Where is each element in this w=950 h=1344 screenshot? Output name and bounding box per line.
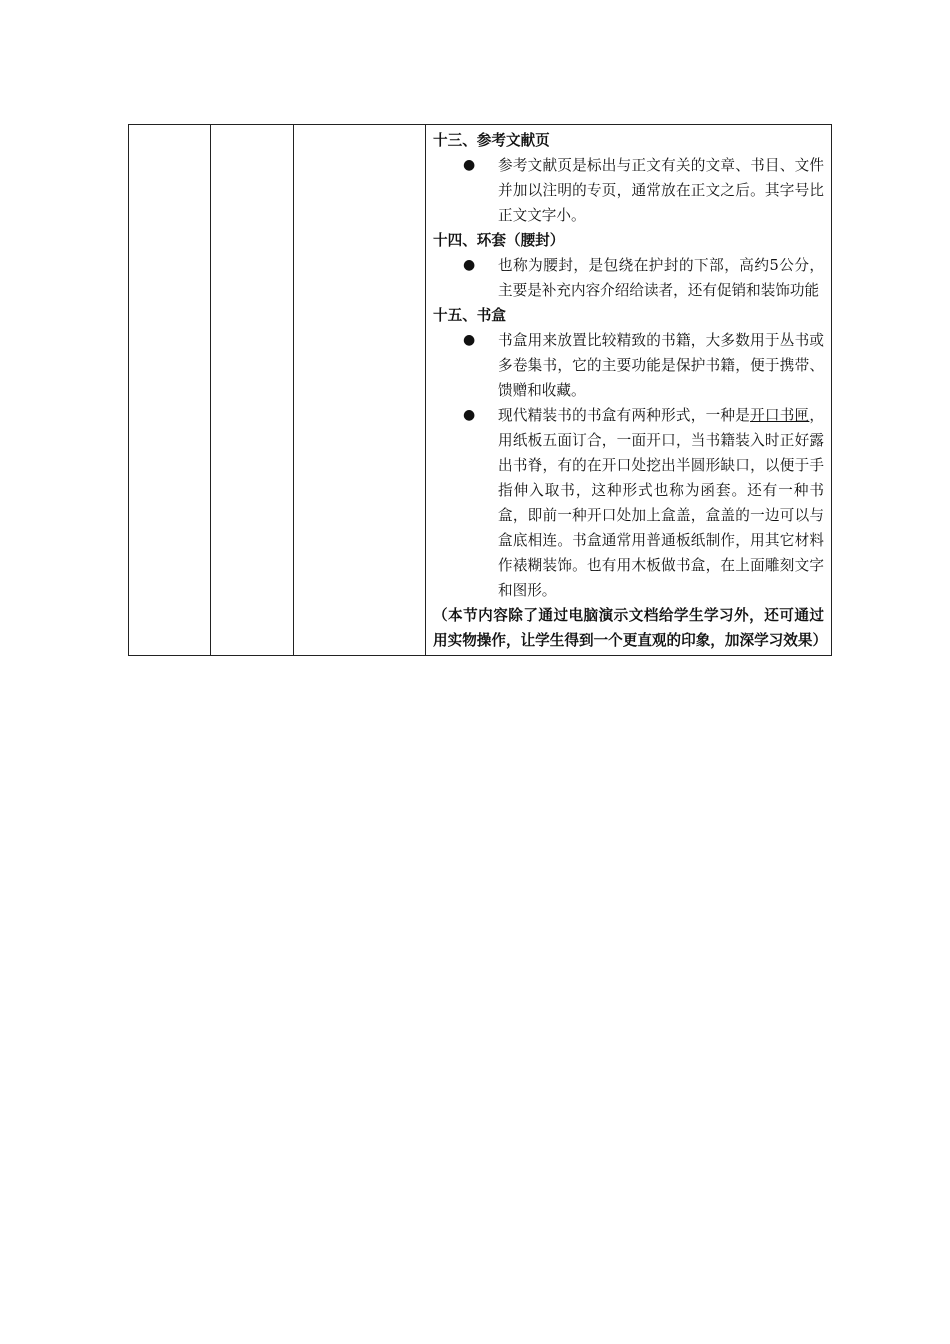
content-cell: [426, 125, 832, 656]
list-item: [433, 328, 824, 403]
bullet-icon: ●: [463, 157, 476, 173]
bullet-icon: ●: [463, 257, 476, 273]
list-item: [433, 253, 824, 303]
bullet-icon: ●: [463, 407, 476, 423]
bullet-list-book-box: [433, 328, 824, 603]
list-item: [433, 403, 824, 603]
empty-cell-1: [129, 125, 211, 656]
section-heading-belly-band: 十四、环套（腰封）: [433, 232, 565, 249]
section-heading-book-box: 十五、书盒: [433, 307, 506, 324]
section-heading-references: 十三、参考文献页: [433, 132, 550, 149]
bullet-list-references: [433, 153, 824, 228]
list-item-text-suffix: ，用纸板五面订合，一面开口，当书籍装入时正好露出书脊，有的在开口处挖出半圆形缺口，以便于手指伸入取书，这种形式也称为函套。还有一种书盒，即前一种开口处加上盒盖，盒盖的一边可以与盒底相连。书盒通常用普通板纸制作，用其它材料作裱糊装饰。也有用木板做书盒，在上面雕刻文字和图形。: [498, 407, 824, 599]
teaching-note: （本节内容除了通过电脑演示文档给学生学习外，还可通过用实物操作，让学生得到一个更直观的印象，加深学习效果）: [433, 607, 828, 649]
list-item-text: 参考文献页是标出与正文有关的文章、书目、文件并加以注明的专页，通常放在正文之后。其字号比正文文字小。: [498, 157, 824, 224]
bullet-list-belly-band: [433, 253, 824, 303]
list-item-text: 也称为腰封，是包绕在护封的下部，高约5公分，主要是补充内容介绍给读者，还有促销和装饰功能: [498, 257, 824, 299]
list-item: [433, 153, 824, 228]
empty-cell-3: [294, 125, 426, 656]
open-box-term: 开口书匣: [750, 407, 810, 424]
empty-cell-2: [211, 125, 294, 656]
table-row: [129, 125, 832, 656]
lesson-table: [128, 124, 832, 656]
list-item-text-prefix: 现代精装书的书盒有两种形式，一种是: [498, 407, 751, 424]
bullet-icon: ●: [463, 332, 476, 348]
list-item-text: 书盒用来放置比较精致的书籍，大多数用于丛书或多卷集书，它的主要功能是保护书籍，便于携带、馈赠和收藏。: [498, 332, 824, 399]
